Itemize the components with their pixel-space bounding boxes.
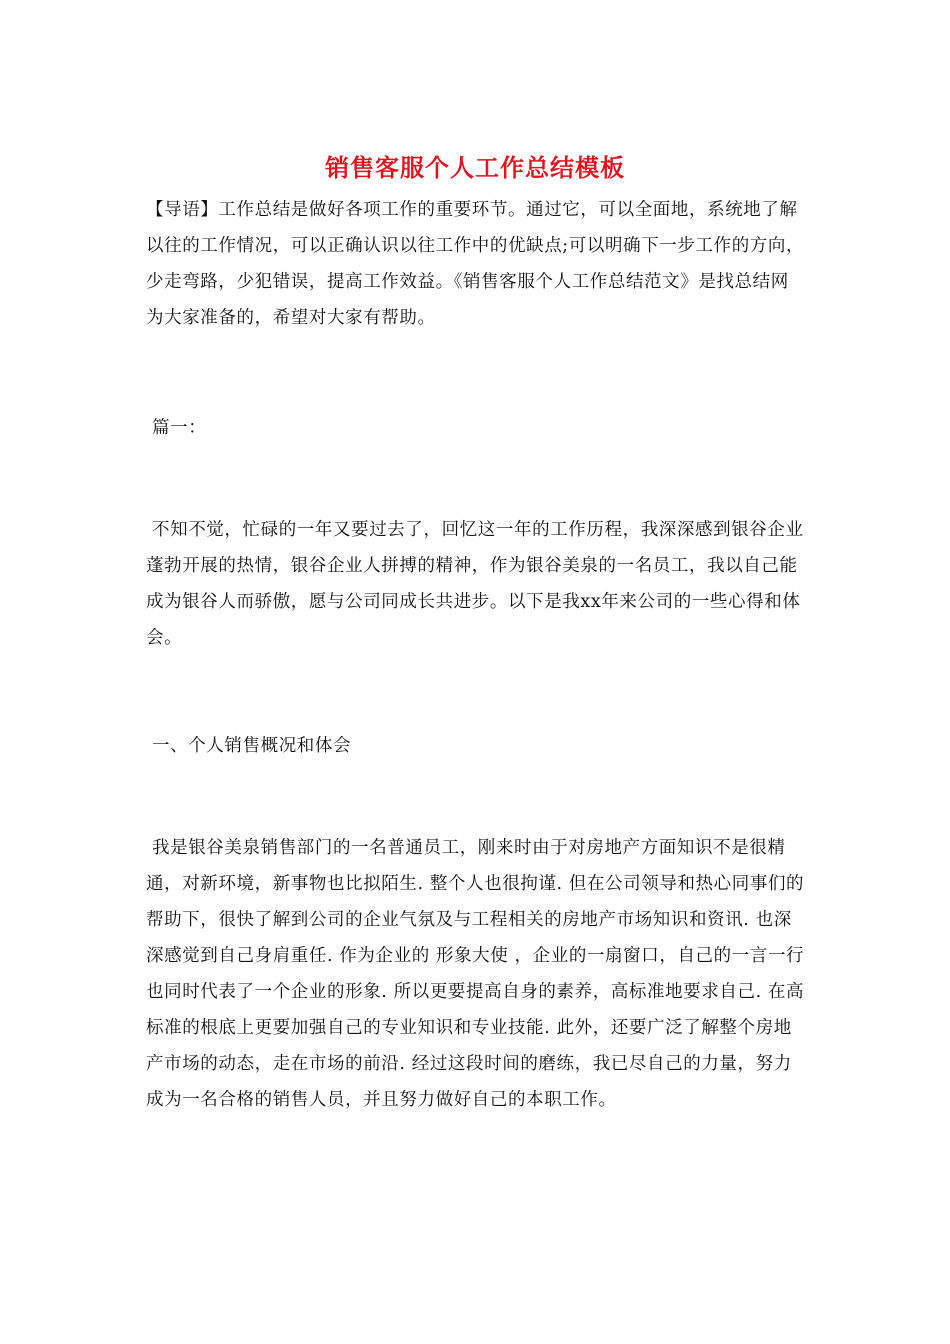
body-paragraph-2: 我是银谷美泉销售部门的一名普通员工，刚来时由于对房地产方面知识不是很精通，对新环境，新事物也比拟陌生. 整个人也很拘谨. 但在公司领导和热心同事们的帮助下，很快了解到公司的企业气氛及与工程相关的房地产市场知识和资讯. 也深深感觉到自己身肩重任. 作为企业的 形象大使 ，企业的一扇窗口，自己的一言一行也同时代表了一个企业的形象. 所以更要提高自身的素养，高标准地要求自己. 在高标准的根底上更要加强自己的专业知识和专业技能. 此外，还要广泛了解整个房地产市场的动态，走在市场的前沿. 经过这段时间的磨练，我已尽自己的力量，努力成为一名合格的销售人员，并且努力做好自己的本职工作。 [146,838,805,1110]
intro-paragraph: 【导语】工作总结是做好各项工作的重要环节。通过它，可以全面地，系统地了解以往的工作情况，可以正确认识以往工作中的优缺点;可以明确下一步工作的方向，少走弯路，少犯错误，提高工作效益。《销售客服个人工作总结范文》是找总结网为大家准备的，希望对大家有帮助。 [146,200,805,328]
body-paragraph-1: 不知不觉，忙碌的一年又要过去了，回忆这一年的工作历程，我深深感到银谷企业蓬勃开展的热情，银谷企业人拼搏的精神，作为银谷美泉的一名员工，我以自己能成为银谷人而骄傲，愿与公司同成长共进步。以下是我xx年来公司的一些心得和体会。 [146,520,804,648]
section-heading: 一、个人销售概况和体会 [152,736,352,756]
document-title: 销售客服个人工作总结模板 [325,153,625,182]
chapter-heading: 篇一： [152,418,207,438]
